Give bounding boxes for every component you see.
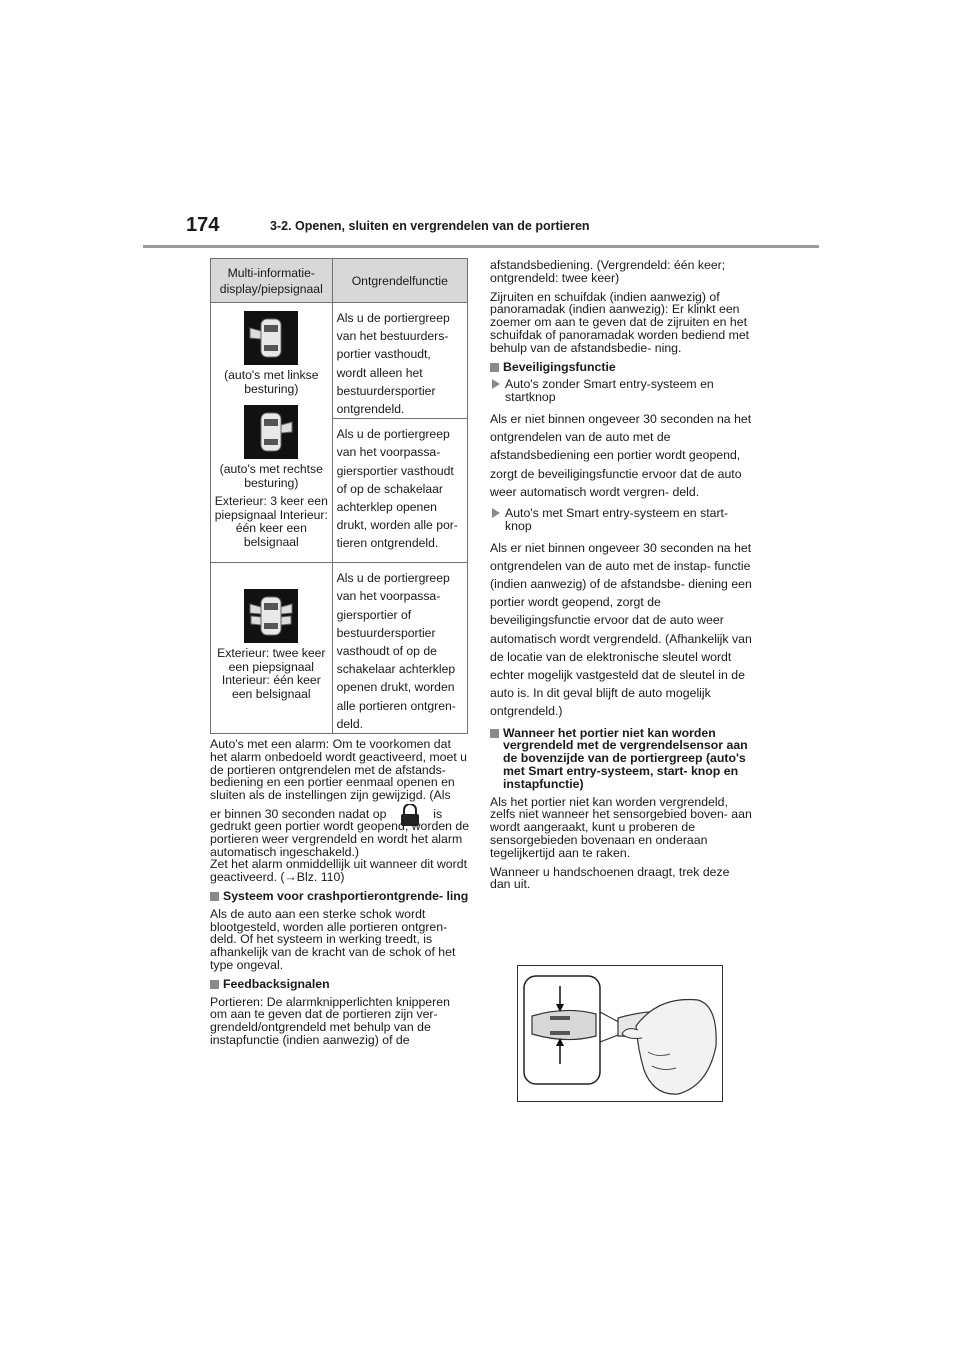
crash-heading bbox=[210, 890, 470, 903]
bullet-item bbox=[490, 507, 752, 533]
heading-text: Feedbacksignalen bbox=[223, 976, 330, 991]
table-caption: (auto's met rechtse besturing) bbox=[219, 462, 323, 490]
feedback-heading bbox=[210, 978, 470, 991]
table-cell-function: Als u de portiergreep van het bestuurders- portier vasthoudt, wordt alleen het bestuurdersportier ontgrendeld. bbox=[332, 303, 467, 419]
table-row bbox=[211, 303, 468, 419]
table-cell-display bbox=[211, 563, 333, 734]
section-square-icon bbox=[490, 363, 499, 372]
sensor-paragraph: Als het portier niet kan worden vergrendeld, zelfs niet wanneer het sensorgebied boven- aan wordt aangeraakt, kunt u proberen de sensorgebieden bovenaan en onderaan tegelijkertijd aan te raken. bbox=[490, 794, 752, 860]
table-cell-function: Als u de portiergreep van het voorpassa- giersportier of bestuurdersportier vasthoudt of op de schakelaar achterklep openen drukt, worden alle portieren ontgren- deld. bbox=[332, 563, 467, 734]
alarm-paragraph: Zet het alarm onmiddellijk uit wanneer dit wordt geactiveerd. (→Blz. 110) bbox=[210, 857, 467, 885]
alarm-text: er binnen 30 seconden nadat op bbox=[210, 806, 387, 821]
section-square-icon bbox=[490, 729, 499, 738]
alarm-paragraph: Auto's met een alarm: Om te voorkomen dat het alarm onbedoeld wordt geactiveerd, moet u de portieren ontgrendelen met de afstands- bediening en een portier eenmaal openen en sluiten als de instellingen zijn gewijzigd. (Als bbox=[210, 737, 468, 803]
gloves-paragraph: Wanneer u handschoenen draagt, trek deze dan uit. bbox=[490, 864, 730, 892]
right-text-column bbox=[490, 259, 752, 897]
header-divider bbox=[143, 245, 819, 248]
triangle-bullet-icon bbox=[492, 379, 500, 389]
heading-text: Systeem voor crashportierontgrende- ling bbox=[223, 888, 469, 903]
header-line: Multi-informatie- bbox=[227, 265, 315, 280]
alarm-text: is bbox=[433, 806, 443, 821]
triangle-bullet-icon bbox=[492, 508, 500, 518]
car-doors-icon bbox=[244, 405, 298, 459]
table-caption: (auto's met linkse besturing) bbox=[224, 368, 319, 396]
header-line: display/piepsignaal bbox=[219, 281, 323, 296]
heading-text: Beveiligingsfunctie bbox=[503, 359, 616, 374]
roof-paragraph: Zijruiten en schuifdak (indien aanwezig) of panoramadak (indien aanwezig): Er klinkt een zoemer om aan te geven dat de zijruiten en het schuifdak of panoramadak worden bediend met behulp van de afstandsbedie- ning. bbox=[490, 289, 750, 355]
page-number: 174 bbox=[186, 214, 220, 236]
feedback-paragraph: Portieren: De alarmknipperlichten knipperen om aan te geven dat de portieren zijn ver- grendeld/ontgrendeld met behulp van de instapfunctie (indien aanwezig) of de bbox=[210, 994, 450, 1047]
feedback-continued: afstandsbediening. (Vergrendeld: één keer; ontgrendeld: twee keer) bbox=[490, 258, 726, 285]
table-header-function: Ontgrendelfunctie bbox=[332, 259, 467, 303]
table-caption: Exterieur: 3 keer een piepsignaal Interieur: één keer een belsignaal bbox=[214, 494, 328, 549]
alarm-paragraph: gedrukt geen portier wordt geopend, worden de portieren weer vergrendeld en wordt het alarm automatisch ingeschakeld.) bbox=[210, 818, 470, 859]
security-heading bbox=[490, 361, 752, 374]
section-title: 3-2. Openen, sluiten en vergrendelen van de portieren bbox=[270, 219, 590, 233]
crash-paragraph: Als de auto aan een sterke schok wordt blootgesteld, worden alle portieren ontgren- deld. Of het systeem in werking treedt, is afhankelijk van de kracht van de schok of het type ongeval. bbox=[210, 906, 456, 972]
security-paragraph: Als er niet binnen ongeveer 30 seconden na het ontgrendelen van de auto met de instap- functie (indien aanwezig) of de afstandsbe- diening een portier wordt geopend, zorgt de beveiligingsfunctie ervoor dat de auto weer automatisch wordt vergrendeld. (Afhankelijk van de locatie van de elektronische sleutel wordt echter mogelijk vastgesteld dat de sleutel in de auto is. In dit geval blijft de auto mogelijk ontgrendeld.) bbox=[490, 540, 752, 719]
unlock-function-table bbox=[210, 258, 468, 734]
table-cell-function: Als u de portiergreep van het voorpassa- giersportier vasthoudt of op de schakelaar achterklep openen drukt, worden alle por- tieren ontgrendeld. bbox=[332, 419, 467, 563]
door-handle-illustration bbox=[517, 965, 723, 1102]
table-caption: Exterieur: twee keer een piepsignaal Interieur: één keer een belsignaal bbox=[217, 646, 326, 701]
section-square-icon bbox=[210, 892, 219, 901]
table-cell-display bbox=[211, 303, 333, 563]
heading-text: Wanneer het portier niet kan worden vergrendeld met de vergrendelsensor aan de bovenzijde van de portiergreep (auto's met Smart entry-systeem, start- knop en instapfunctie) bbox=[503, 725, 748, 791]
section-square-icon bbox=[210, 980, 219, 989]
left-text-column bbox=[210, 738, 470, 1053]
table-header-row bbox=[211, 259, 468, 303]
bullet-item bbox=[490, 378, 752, 404]
security-paragraph: Als er niet binnen ongeveer 30 seconden na het ontgrendelen van de auto met de afstandsbediening een portier wordt geopend, zorgt de beveiligingsfunctie ervoor dat de auto weer automatisch wordt vergren- deld. bbox=[490, 411, 752, 499]
car-doors-icon bbox=[244, 311, 298, 365]
bullet-text: Auto's zonder Smart entry-systeem en startknop bbox=[505, 377, 714, 405]
sensor-heading bbox=[490, 727, 752, 791]
table-row bbox=[211, 563, 468, 734]
car-all-doors-icon bbox=[244, 589, 298, 643]
bullet-text: Auto's met Smart entry-systeem en start- knop bbox=[505, 505, 729, 533]
table-header-display bbox=[211, 259, 333, 303]
